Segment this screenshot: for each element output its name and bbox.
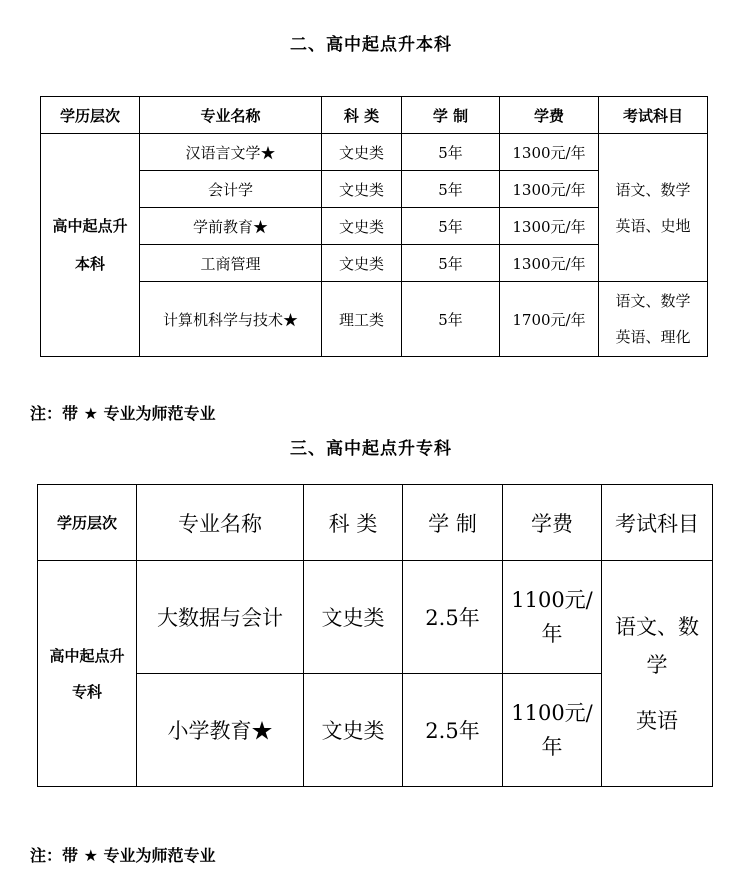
table-row (41, 134, 708, 171)
duration: 2.5年 (403, 561, 503, 674)
education-level-cell (41, 134, 140, 357)
table-header-row (38, 485, 713, 561)
major-name: 工商管理 (140, 245, 322, 282)
subjects-line-2: 英语、理化 (615, 328, 691, 346)
category: 文史类 (322, 171, 402, 208)
subjects-line-1: 语文、数学 (615, 180, 691, 199)
duration: 5年 (402, 208, 500, 245)
header-fee: 学费 (503, 485, 602, 561)
header-major: 专业名称 (140, 97, 322, 134)
level-line-2: 专科 (71, 682, 102, 701)
duration: 5年 (402, 134, 500, 171)
duration: 5年 (402, 171, 500, 208)
header-major: 专业名称 (137, 485, 304, 561)
table-header-row (41, 97, 708, 134)
header-level: 学历层次 (38, 485, 137, 561)
level-line-1: 高中起点升 (49, 646, 125, 665)
section3-title: 三、高中起点升专科 (290, 439, 452, 459)
header-fee: 学费 (500, 97, 599, 134)
major-name: 计算机科学与技术★ (140, 282, 322, 357)
undergraduate-table (40, 96, 708, 357)
normal-major-note: 注：带 ★ 专业为师范专业 (30, 846, 216, 865)
header-level: 学历层次 (41, 97, 140, 134)
tuition-fee (503, 674, 602, 787)
header-duration: 学 制 (402, 97, 500, 134)
tuition-fee: 1300元/年 (500, 208, 599, 245)
major-name: 小学教育★ (137, 674, 304, 787)
category: 文史类 (304, 561, 403, 674)
header-category: 科 类 (322, 97, 402, 134)
exam-subjects-science (599, 282, 708, 357)
table-row (41, 282, 708, 357)
tuition-fee: 1300元/年 (500, 245, 599, 282)
fee-line-1: 1100元/ (511, 701, 593, 725)
header-duration: 学 制 (403, 485, 503, 561)
section2-title: 二、高中起点升本科 (290, 35, 452, 55)
exam-subjects (602, 561, 713, 787)
category: 文史类 (322, 245, 402, 282)
duration: 5年 (402, 282, 500, 357)
normal-major-note: 注：带 ★ 专业为师范专业 (30, 404, 216, 423)
category: 文史类 (322, 208, 402, 245)
junior-college-table (37, 484, 713, 787)
tuition-fee: 1300元/年 (500, 171, 599, 208)
major-name: 学前教育★ (140, 208, 322, 245)
major-name: 会计学 (140, 171, 322, 208)
duration: 5年 (402, 245, 500, 282)
fee-line-2: 年 (541, 622, 563, 646)
subjects-line-3: 英语 (636, 708, 678, 733)
level-line-2: 本科 (74, 255, 105, 273)
tuition-fee: 1700元/年 (500, 282, 599, 357)
category: 文史类 (304, 674, 403, 787)
header-category: 科 类 (304, 485, 403, 561)
subjects-line-1: 语文、数学 (615, 292, 691, 310)
tuition-fee (503, 561, 602, 674)
level-line-1: 高中起点升 (52, 217, 128, 235)
subjects-line-2: 学 (646, 652, 668, 677)
spacer (602, 684, 712, 702)
subjects-line-1: 语文、数 (615, 614, 699, 639)
duration: 2.5年 (403, 674, 503, 787)
fee-line-2: 年 (541, 735, 563, 759)
education-level-cell (38, 561, 137, 787)
category: 理工类 (322, 282, 402, 357)
fee-line-1: 1100元/ (511, 588, 593, 612)
exam-subjects-liberal (599, 134, 708, 282)
header-subjects: 考试科目 (599, 97, 708, 134)
subjects-line-2: 英语、史地 (615, 216, 691, 235)
major-name: 汉语言文学★ (140, 134, 322, 171)
table-row (38, 561, 713, 674)
header-subjects: 考试科目 (602, 485, 713, 561)
category: 文史类 (322, 134, 402, 171)
major-name: 大数据与会计 (137, 561, 304, 674)
tuition-fee: 1300元/年 (500, 134, 599, 171)
